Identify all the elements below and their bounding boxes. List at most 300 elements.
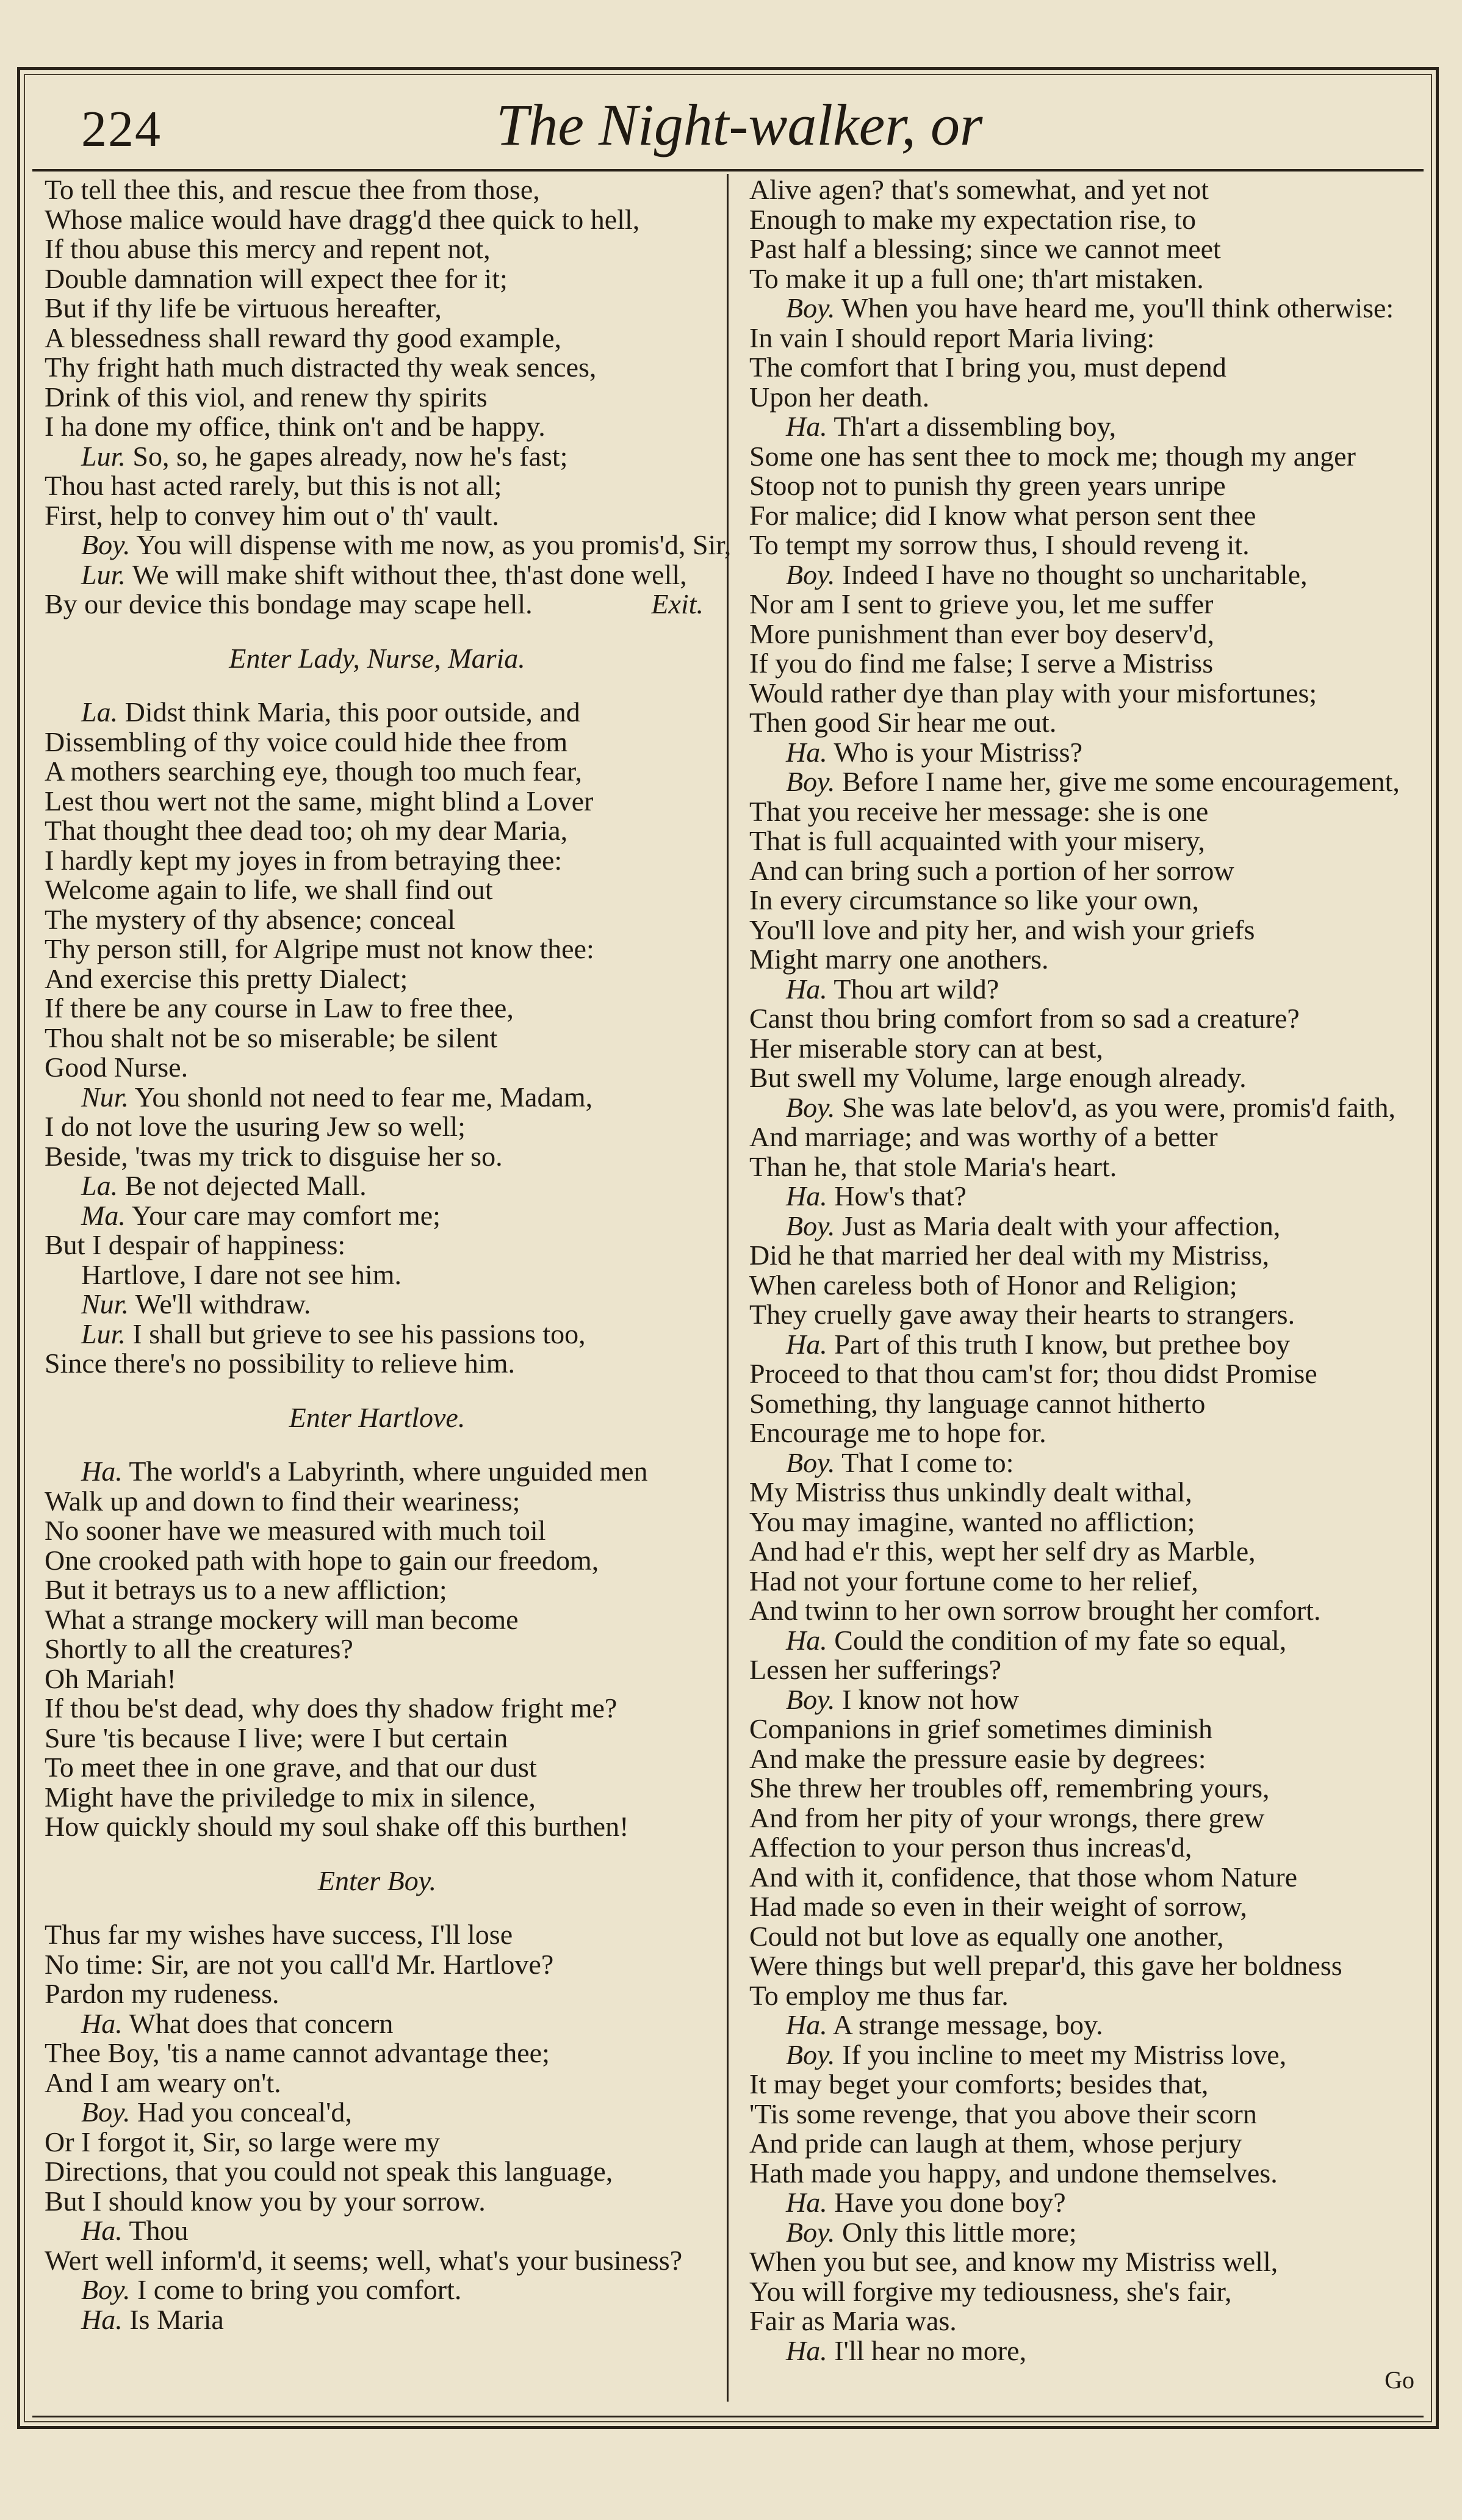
speaker-prefix: Lur.: [81, 440, 126, 472]
verse-line: [45, 2216, 710, 2246]
speaker-prefix: Ha.: [786, 1180, 827, 1211]
verse-line: [749, 1803, 1414, 1833]
line-text: You may imagine, wanted no affliction;: [749, 1506, 1195, 1537]
line-text: So, so, he gapes already, now he's fast;: [132, 440, 568, 472]
line-text: Your care may comfort me;: [131, 1199, 441, 1231]
page-header: [32, 78, 1424, 171]
verse-line: [45, 816, 710, 846]
speaker-prefix: Ha.: [786, 1624, 827, 1656]
line-text: You'll love and pity her, and wish your griefs: [749, 914, 1255, 945]
line-text: Pardon my rudeness.: [45, 1978, 279, 2009]
verse-line: [749, 1537, 1414, 1567]
line-text: The mystery of thy absence; conceal: [45, 903, 456, 935]
verse-line: [749, 560, 1414, 590]
line-text: I know not how: [841, 1683, 1020, 1715]
line-text: But swell my Volume, large enough already.: [749, 1062, 1247, 1093]
line-text: We'll withdraw.: [135, 1288, 311, 1320]
verse-line: [45, 294, 710, 323]
line-text: Thou hast acted rarely, but this is not all;: [45, 470, 502, 501]
verse-line: [45, 1920, 710, 1950]
verse-line: [45, 1753, 710, 1783]
line-text: Proceed to that thou cam'st for; thou didst Promise: [749, 1358, 1317, 1389]
line-text: Thee Boy, 'tis a name cannot advantage thee;: [45, 2037, 550, 2068]
verse-line: [749, 738, 1414, 768]
line-text: One crooked path with hope to gain our freedom,: [45, 1544, 599, 1576]
verse-line: [749, 1922, 1414, 1952]
line-text: And from her pity of your wrongs, there grew: [749, 1802, 1265, 1833]
line-text: Would rather dye than play with your misfortunes;: [749, 677, 1317, 709]
line-text: Th'art a dissembling boy,: [834, 411, 1117, 442]
verse-line: [749, 619, 1414, 649]
verse-line: [749, 383, 1414, 413]
line-text: Had you conceal'd,: [137, 2096, 352, 2128]
verse-line: [749, 2277, 1414, 2307]
line-text: A mothers searching eye, though too much fear,: [45, 756, 582, 787]
line-text: You will dispense with me now, as you promis'd, Sir,: [136, 529, 732, 560]
verse-line: [749, 1359, 1414, 1389]
line-text: If thou be'st dead, why does thy shadow fright me?: [45, 1692, 618, 1724]
line-text: The world's a Labyrinth, where unguided men: [129, 1456, 648, 1487]
verse-line: [749, 264, 1414, 294]
line-text: Stoop not to punish thy green years unripe: [749, 470, 1226, 501]
line-text: That I come to:: [841, 1446, 1014, 1478]
line-text: Welcome again to life, we shall find out: [45, 874, 493, 905]
line-text: You will forgive my tediousness, she's fair,: [749, 2275, 1232, 2307]
line-text: When you have heard me, you'll think otherwise:: [841, 292, 1394, 323]
verse-line: [749, 2336, 1414, 2366]
line-text: Double damnation will expect thee for it;: [45, 262, 508, 294]
verse-line: [749, 2188, 1414, 2218]
line-text: And exercise this pretty Dialect;: [45, 962, 408, 994]
line-text: For malice; did I know what person sent thee: [749, 499, 1256, 531]
verse-line: [749, 1330, 1414, 1360]
line-text: Encourage me to hope for.: [749, 1417, 1046, 1448]
verse-line: [45, 1142, 710, 1172]
line-text: In vain I should report Maria living:: [749, 322, 1155, 353]
speaker-prefix: Boy.: [81, 2096, 131, 2128]
line-text: Enough to make my expectation rise, to: [749, 203, 1196, 235]
verse-line: [749, 501, 1414, 531]
verse-line: [45, 2305, 710, 2335]
verse-line: [45, 1024, 710, 1053]
line-text: Just as Maria dealt with your affection,: [841, 1210, 1281, 1241]
line-text: Dissembling of thy voice could hide thee from: [45, 726, 568, 757]
verse-line: [749, 856, 1414, 886]
line-text: A strange message, boy.: [832, 2009, 1103, 2040]
verse-line: [45, 471, 710, 501]
speaker-prefix: Ha.: [786, 2009, 827, 2040]
verse-line: [45, 1053, 710, 1083]
verse-line: [45, 1112, 710, 1142]
verse-line: [45, 1575, 710, 1605]
verse-line: [749, 1507, 1414, 1537]
speaker-prefix: Ha.: [786, 736, 827, 768]
line-text: She threw her troubles off, remembring yours,: [749, 1772, 1270, 1803]
verse-line: [749, 1122, 1414, 1152]
verse-line: [45, 2068, 710, 2098]
verse-line: [45, 175, 710, 205]
line-text: Fair as Maria was.: [749, 2305, 957, 2336]
stage-direction: Enter Boy.: [317, 1865, 437, 1896]
footer-rule: [32, 2416, 1424, 2417]
verse-line: [45, 1516, 710, 1546]
line-text: I come to bring you comfort.: [137, 2274, 462, 2305]
verse-line: [749, 2070, 1414, 2099]
column-divider: [727, 174, 729, 2402]
verse-line: [45, 323, 710, 353]
verse-line: [45, 1979, 710, 2009]
verse-line: [749, 590, 1414, 619]
page-number: 224: [81, 101, 162, 157]
verse-line: [749, 471, 1414, 501]
verse-line: [45, 383, 710, 413]
line-text: Thou shalt not be so miserable; be silent: [45, 1022, 498, 1053]
verse-line: [749, 1863, 1414, 1893]
verse-line: [749, 234, 1414, 264]
verse-line: [749, 1714, 1414, 1744]
verse-line: [45, 2009, 710, 2039]
verse-line: [45, 1171, 710, 1201]
verse-line: [749, 767, 1414, 797]
speaker-prefix: Lur.: [81, 1318, 126, 1349]
verse-line: [45, 1230, 710, 1260]
speaker-prefix: Boy.: [786, 1210, 835, 1241]
speaker-prefix: Boy.: [786, 1683, 835, 1715]
line-text: Part of this truth I know, but prethee boy: [834, 1328, 1291, 1360]
line-text: She was late belov'd, as you were, promis'd faith,: [841, 1091, 1395, 1123]
verse-line: [749, 679, 1414, 709]
verse-line: [749, 412, 1414, 442]
verse-line: [45, 264, 710, 294]
speaker-prefix: Boy.: [786, 558, 835, 590]
verse-line: [749, 2099, 1414, 2129]
verse-line: [45, 2187, 710, 2217]
line-text: How's that?: [834, 1180, 967, 1211]
verse-line: [749, 1034, 1414, 1064]
line-text: I hardly kept my joyes in from betraying thee:: [45, 844, 563, 876]
line-text: And can bring such a portion of her sorrow: [749, 854, 1234, 886]
verse-line: [45, 2128, 710, 2157]
verse-line: [45, 412, 710, 442]
speaker-prefix: Ha.: [81, 2303, 123, 2335]
line-text: And make the pressure easie by degrees:: [749, 1742, 1206, 1774]
verse-line: [749, 294, 1414, 323]
line-text: Had not your fortune come to her relief,: [749, 1565, 1198, 1597]
stage-direction: Enter Lady, Nurse, Maria.: [229, 642, 525, 674]
verse-line: [749, 708, 1414, 738]
speaker-prefix: Ha.: [81, 1456, 123, 1487]
line-text: Didst think Maria, this poor outside, and: [124, 696, 580, 727]
verse-line: [45, 2275, 710, 2305]
line-text: No time: Sir, are not you call'd Mr. Hartlove?: [45, 1948, 554, 1980]
verse-line: [45, 2157, 710, 2187]
line-text: I do not love the usuring Jew so well;: [45, 1111, 466, 1142]
verse-line: [749, 205, 1414, 235]
line-text: Indeed I have no thought so uncharitable,: [841, 558, 1308, 590]
verse-line: [749, 1567, 1414, 1597]
verse-line: [45, 1457, 710, 1487]
line-text: Something, thy language cannot hitherto: [749, 1387, 1206, 1419]
verse-line: [749, 1596, 1414, 1626]
verse-line: [45, 846, 710, 876]
verse-line: [45, 787, 710, 817]
verse-line: [749, 2218, 1414, 2248]
line-text: If there be any course in Law to free thee,: [45, 992, 514, 1024]
speaker-prefix: Boy.: [786, 766, 835, 797]
verse-line: [749, 826, 1414, 856]
line-text: I shall but grieve to see his passions too,: [132, 1318, 586, 1349]
verse-line: [749, 649, 1414, 679]
verse-line: [749, 323, 1414, 353]
line-text: Might have the priviledge to mix in silence,: [45, 1781, 536, 1813]
verse-line: [45, 1349, 710, 1379]
line-text: Had made so even in their weight of sorrow,: [749, 1891, 1247, 1922]
line-text: Nor am I sent to grieve you, let me suffer: [749, 588, 1214, 619]
line-text: Who is your Mistriss?: [834, 736, 1083, 768]
verse-line: [45, 2098, 710, 2128]
book-page: [17, 67, 1439, 2429]
verse-line: [749, 1744, 1414, 1774]
line-text: Thus far my wishes have success, I'll lose: [45, 1919, 513, 1950]
line-text: And pride can laugh at them, whose perjury: [749, 2128, 1242, 2159]
speaker-prefix: Ha.: [786, 2187, 827, 2218]
verse-line: [749, 886, 1414, 915]
line-text: Could the condition of my fate so equal,: [834, 1624, 1287, 1656]
verse-line: [45, 1546, 710, 1576]
line-text: Walk up and down to find their weariness;: [45, 1485, 520, 1517]
line-text: Whose malice would have dragg'd thee quick to hell,: [45, 203, 640, 235]
verse-line: [45, 757, 710, 787]
verse-line: [749, 1241, 1414, 1271]
verse-line: [749, 1981, 1414, 2011]
verse-line: [45, 1201, 710, 1231]
verse-line: [749, 1418, 1414, 1448]
speaker-prefix: La.: [81, 1170, 118, 1201]
verse-line: [45, 590, 710, 619]
speaker-prefix: Boy.: [81, 2274, 131, 2305]
verse-line: [749, 1951, 1414, 1981]
line-text: What does that concern: [129, 2007, 394, 2039]
line-text: In every circumstance so like your own,: [749, 884, 1200, 915]
verse-line: [45, 1950, 710, 1980]
left-column: [45, 174, 732, 2335]
line-text: What a strange mockery will man become: [45, 1603, 519, 1635]
verse-line: [749, 915, 1414, 945]
verse-line: [45, 1605, 710, 1635]
verse-line: [749, 442, 1414, 472]
line-text: Could not but love as equally one another,: [749, 1920, 1224, 1952]
line-text: If you incline to meet my Mistriss love,: [841, 2038, 1287, 2070]
line-text: How quickly should my soul shake off this burthen!: [45, 1811, 629, 1842]
line-text: If you do find me false; I serve a Mistriss: [749, 648, 1214, 679]
line-text: But if thy life be virtuous hereafter,: [45, 292, 442, 323]
line-text: And with it, confidence, that those whom Nature: [749, 1861, 1298, 1893]
catchword: Go: [1385, 2366, 1414, 2394]
line-text: Hartlove, I dare not see him.: [81, 1258, 402, 1290]
verse-line: [45, 1487, 710, 1517]
speaker-prefix: Boy.: [786, 292, 835, 323]
line-text: If thou abuse this mercy and repent not,: [45, 233, 491, 264]
verse-line: [45, 1083, 710, 1113]
verse-line: [45, 875, 710, 905]
verse-line: [45, 1783, 710, 1813]
verse-line: [45, 2038, 710, 2068]
line-text: And I am weary on't.: [45, 2067, 281, 2098]
verse-line: [45, 234, 710, 264]
speaker-prefix: Ha.: [786, 1328, 827, 1360]
line-text: Only this little more;: [841, 2216, 1077, 2248]
verse-line: [45, 442, 710, 472]
verse-line: [749, 1300, 1414, 1330]
verse-line: [749, 2010, 1414, 2040]
line-text: By our device this bondage may scape hell.: [45, 588, 533, 619]
speaker-prefix: Boy.: [81, 529, 131, 560]
line-text: When you but see, and know my Mistriss well,: [749, 2246, 1278, 2277]
line-text: It may beget your comforts; besides that,: [749, 2068, 1209, 2099]
line-text: Sure 'tis because I live; were I but certain: [45, 1722, 508, 1753]
speaker-prefix: La.: [81, 696, 118, 727]
line-text: When careless both of Honor and Religion;: [749, 1269, 1237, 1301]
line-text: To tempt my sorrow thus, I should reveng it.: [749, 529, 1250, 560]
speaker-prefix: Nur.: [81, 1288, 129, 1320]
line-text: Alive agen? that's somewhat, and yet not: [749, 174, 1209, 205]
line-text: That is full acquainted with your misery,: [749, 825, 1205, 856]
line-text: Her miserable story can at best,: [749, 1032, 1103, 1064]
verse-line: [749, 1389, 1414, 1419]
line-text: To meet thee in one grave, and that our dust: [45, 1752, 537, 1783]
line-text: But I despair of happiness:: [45, 1229, 346, 1260]
verse-line: [749, 1448, 1414, 1478]
verse-line: [749, 1655, 1414, 1685]
line-text: We will make shift without thee, th'ast done well,: [132, 558, 687, 590]
verse-line: [749, 1833, 1414, 1863]
verse-line: [45, 205, 710, 235]
line-text: My Mistriss thus unkindly dealt withal,: [749, 1476, 1192, 1507]
line-text: Wert well inform'd, it seems; well, what's your business?: [45, 2244, 683, 2276]
line-text: But I should know you by your sorrow.: [45, 2185, 486, 2217]
line-text: Good Nurse.: [45, 1052, 189, 1083]
line-text: And had e'r this, wept her self dry as Marble,: [749, 1536, 1256, 1567]
line-text: A blessedness shall reward thy good example,: [45, 322, 561, 353]
line-text: To tell thee this, and rescue thee from those,: [45, 174, 540, 205]
line-text: And marriage; and was worthy of a better: [749, 1121, 1218, 1152]
line-text: They cruelly gave away their hearts to strangers.: [749, 1299, 1295, 1330]
verse-line: [45, 1664, 710, 1694]
line-text: Thy fright hath much distracted thy weak sences,: [45, 352, 597, 383]
speaker-prefix: Boy.: [786, 2216, 835, 2248]
verse-line: [749, 530, 1414, 560]
line-text: Beside, 'twas my trick to disguise her so.: [45, 1140, 503, 1172]
verse-line: [749, 1626, 1414, 1656]
verse-line: [45, 1694, 710, 1724]
verse-line: [749, 1774, 1414, 1803]
verse-line: [45, 1812, 710, 1842]
line-text: Canst thou bring comfort from so sad a creature?: [749, 1003, 1300, 1034]
line-text: Than he, that stole Maria's heart.: [749, 1150, 1117, 1182]
line-text: Some one has sent thee to mock me; though my anger: [749, 440, 1356, 472]
line-text: That you receive her message: she is one: [749, 795, 1209, 827]
line-text: I'll hear no more,: [834, 2334, 1027, 2366]
right-column: [749, 175, 1414, 2395]
verse-line: [749, 175, 1414, 205]
speaker-prefix: Ha.: [786, 411, 827, 442]
verse-line: [45, 560, 710, 590]
verse-line: [45, 905, 710, 935]
verse-line: [45, 1320, 710, 1349]
verse-line: [749, 353, 1414, 383]
line-text: Or I forgot it, Sir, so large were my: [45, 2126, 440, 2157]
line-text: First, help to convey him out o' th' vault.: [45, 499, 499, 531]
running-title: The Night-walker, or: [496, 92, 983, 157]
line-text: Be not dejected Mall.: [124, 1170, 367, 1201]
verse-line: [749, 975, 1414, 1005]
verse-line: [45, 727, 710, 757]
exit-direction: Exit.: [651, 588, 704, 619]
line-text: 'Tis some revenge, that you above their scorn: [749, 2098, 1257, 2129]
line-text: Might marry one anothers.: [749, 944, 1049, 975]
verse-line: [45, 1634, 710, 1664]
line-text: I ha done my office, think on't and be happy.: [45, 411, 546, 442]
line-text: Hath made you happy, and undone themselves.: [749, 2157, 1278, 2189]
line-text: You shonld not need to fear me, Madam,: [134, 1081, 593, 1113]
line-text: Companions in grief sometimes diminish: [749, 1713, 1212, 1744]
speaker-prefix: Boy.: [786, 2038, 835, 2070]
line-text: Lest thou wert not the same, might blind a Lover: [45, 785, 594, 817]
verse-line: [749, 1892, 1414, 1922]
verse-line: [45, 353, 710, 383]
verse-line: [45, 501, 710, 531]
line-text: Did he that married her deal with my Mistriss,: [749, 1240, 1270, 1271]
line-text: Then good Sir hear me out.: [749, 707, 1057, 738]
line-text: That thought thee dead too; oh my dear Maria,: [45, 815, 568, 846]
line-text: Shortly to all the creatures?: [45, 1633, 353, 1664]
verse-line: [45, 1290, 710, 1320]
verse-line: [749, 1271, 1414, 1301]
verse-line: [749, 2247, 1414, 2277]
verse-line: [749, 797, 1414, 827]
line-text: Before I name her, give me some encouragement,: [841, 766, 1400, 797]
line-text: Since there's no possibility to relieve him.: [45, 1348, 515, 1379]
line-text: Drink of this viol, and renew thy spirits: [45, 381, 488, 413]
verse-line: [45, 698, 710, 727]
verse-line: [45, 1724, 710, 1753]
verse-line: [45, 2246, 710, 2276]
line-text: Affection to your person thus increas'd,: [749, 1832, 1192, 1863]
speaker-prefix: Nur.: [81, 1081, 129, 1113]
line-text: Thou art wild?: [834, 973, 999, 1005]
line-text: To make it up a full one; th'art mistaken.: [749, 262, 1204, 294]
line-text: Lessen her sufferings?: [749, 1654, 1002, 1685]
line-text: Directions, that you could not speak this language,: [45, 2156, 613, 2187]
line-text: Were things but well prepar'd, this gave her boldness: [749, 1950, 1342, 1981]
verse-line: [749, 2306, 1414, 2336]
verse-line: [749, 2040, 1414, 2070]
verse-line: [749, 2159, 1414, 2189]
line-text: Have you done boy?: [834, 2187, 1066, 2218]
line-text: Upon her death.: [749, 381, 930, 413]
verse-line: [749, 1685, 1414, 1715]
speaker-prefix: Ha.: [81, 2007, 123, 2039]
line-text: And twinn to her own sorrow brought her comfort.: [749, 1595, 1321, 1626]
line-text: Thou: [129, 2215, 189, 2246]
speaker-prefix: Ma.: [81, 1199, 126, 1231]
verse-line: [45, 529, 732, 560]
verse-line: [45, 934, 710, 964]
line-text: The comfort that I bring you, must depend: [749, 352, 1226, 383]
line-text: But it betrays us to a new affliction;: [45, 1574, 447, 1605]
verse-line: [749, 1182, 1414, 1211]
verse-line: [749, 1063, 1414, 1093]
